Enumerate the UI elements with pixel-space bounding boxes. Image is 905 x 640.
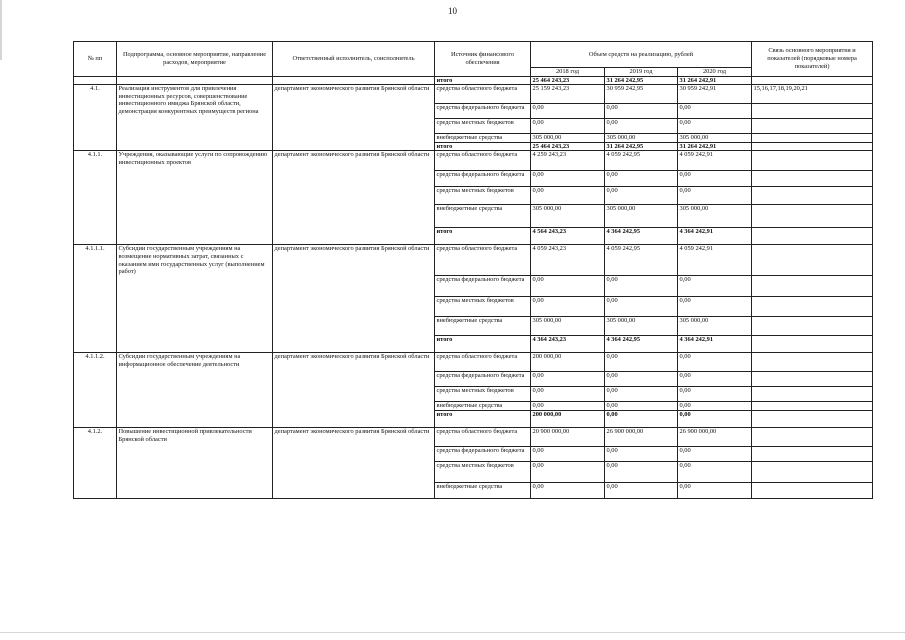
funding-row: [74, 85, 873, 104]
funding-source: средства областного бюджета: [435, 151, 531, 171]
amount-2018: 0,00: [531, 446, 605, 461]
grand-total-link-cell: [752, 76, 873, 85]
section-executor: департамент экономического развития Брянской области: [273, 427, 435, 498]
funding-source: средства областного бюджета: [435, 85, 531, 104]
funding-source: средства федерального бюджета: [435, 446, 531, 461]
amount-2020: 0,00: [678, 171, 752, 187]
amount-2019: 305 000,00: [605, 205, 678, 228]
funding-row: [74, 245, 873, 276]
amount-2018: 0,00: [531, 276, 605, 297]
grand-total-executor-cell: [273, 76, 435, 85]
funding-source: средства федерального бюджета: [435, 372, 531, 387]
grand-total-row: [74, 76, 873, 85]
amount-2020: 4 059 242,91: [678, 245, 752, 276]
header-link: Связь основного мероприятия и показателей (порядковые номера показателей): [752, 42, 873, 77]
section-number: 4.1.1.: [74, 151, 117, 245]
amount-2018: 305 000,00: [531, 134, 605, 143]
grand-total-2019: 31 264 242,95: [605, 76, 678, 85]
amount-2019: 0,00: [605, 297, 678, 317]
funding-source: средства областного бюджета: [435, 427, 531, 446]
header-year-2018: 2018 год: [531, 68, 605, 77]
header-year-2019: 2019 год: [605, 68, 678, 77]
amount-2018: 0,00: [531, 297, 605, 317]
grand-total-2018: 25 464 243,23: [531, 76, 605, 85]
amount-2019: 0,00: [605, 387, 678, 402]
amount-2018: 0,00: [531, 104, 605, 119]
amount-2018: 0,00: [531, 387, 605, 402]
section-name: Реализация инструментов для привлечения инвестиционных ресурсов, совершенствование инвестиционного имиджа Брянской области, демонстрация конкурентных преимуществ региона: [117, 85, 273, 151]
funding-source: средства федерального бюджета: [435, 171, 531, 187]
amount-2018: 200 000,00: [531, 410, 605, 427]
budget-table: [73, 41, 873, 499]
amount-2018: 0,00: [531, 461, 605, 482]
amount-2020: 0,00: [678, 372, 752, 387]
amount-2019: 4 364 242,95: [605, 336, 678, 353]
funding-source: итого: [435, 228, 531, 245]
funding-source: средства федерального бюджета: [435, 276, 531, 297]
amount-2019: 0,00: [605, 353, 678, 372]
amount-2019: 0,00: [605, 402, 678, 411]
indicator-link: [752, 353, 873, 372]
amount-2019: 305 000,00: [605, 317, 678, 336]
indicator-link-empty: [752, 276, 873, 297]
funding-source: средства областного бюджета: [435, 353, 531, 372]
grand-total-2020: 31 264 242,91: [678, 76, 752, 85]
indicator-link-empty: [752, 317, 873, 336]
funding-source: средства местных бюджетов: [435, 187, 531, 205]
section-name: Повышение инвестиционной привлекательности Брянской области: [117, 427, 273, 498]
amount-2020: 0,00: [678, 187, 752, 205]
section-executor: департамент экономического развития Брянской области: [273, 151, 435, 245]
funding-source: средства местных бюджетов: [435, 387, 531, 402]
amount-2020: 4 364 242,91: [678, 336, 752, 353]
amount-2020: 305 000,00: [678, 205, 752, 228]
amount-2018: 0,00: [531, 119, 605, 134]
amount-2019: 26 900 000,00: [605, 427, 678, 446]
header-volume: Объем средств на реализацию, рублей: [531, 42, 752, 68]
amount-2018: 4 564 243,23: [531, 228, 605, 245]
amount-2020: 0,00: [678, 461, 752, 482]
indicator-link-empty: [752, 372, 873, 387]
indicator-link-empty: [752, 387, 873, 402]
section-executor: департамент экономического развития Брянской области: [273, 85, 435, 151]
amount-2019: 4 364 242,95: [605, 228, 678, 245]
indicator-link-empty: [752, 171, 873, 187]
funding-source: внебюджетные средства: [435, 134, 531, 143]
section-name: Субсидии государственным учреждениям на возмещение нормативных затрат, связанных с оказанием ими государственных услуг (выполнением работ): [117, 245, 273, 353]
amount-2018: 0,00: [531, 402, 605, 411]
amount-2018: 4 259 243,23: [531, 151, 605, 171]
amount-2019: 31 264 242,95: [605, 142, 678, 151]
amount-2019: 0,00: [605, 410, 678, 427]
page-number: 10: [448, 6, 457, 16]
amount-2019: 0,00: [605, 461, 678, 482]
amount-2019: 0,00: [605, 171, 678, 187]
section-number: 4.1.: [74, 85, 117, 151]
indicator-link-empty: [752, 446, 873, 461]
amount-2020: 0,00: [678, 446, 752, 461]
indicator-link-empty: [752, 402, 873, 411]
header-subprogram: Подпрограмма, основное мероприятие, направление расходов, мероприятие: [117, 42, 273, 77]
indicator-link-empty: [752, 410, 873, 427]
amount-2020: 4 059 242,91: [678, 151, 752, 171]
amount-2018: 0,00: [531, 171, 605, 187]
amount-2020: 0,00: [678, 387, 752, 402]
indicator-link: 15,16,17,18,19,20,21: [752, 85, 873, 104]
amount-2019: 0,00: [605, 104, 678, 119]
amount-2020: 0,00: [678, 119, 752, 134]
amount-2020: 26 900 000,00: [678, 427, 752, 446]
section-executor: департамент экономического развития Брянской области: [273, 353, 435, 428]
indicator-link-empty: [752, 187, 873, 205]
amount-2020: 0,00: [678, 410, 752, 427]
indicator-link: [752, 151, 873, 171]
indicator-link-empty: [752, 104, 873, 119]
section-name: Субсидии государственным учреждениям на информационное обеспечение деятельности: [117, 353, 273, 428]
funding-source: итого: [435, 142, 531, 151]
amount-2018: 305 000,00: [531, 317, 605, 336]
amount-2018: 0,00: [531, 482, 605, 498]
amount-2019: 0,00: [605, 276, 678, 297]
section-number: 4.1.2.: [74, 427, 117, 498]
amount-2020: 0,00: [678, 104, 752, 119]
section-executor: департамент экономического развития Брянской области: [273, 245, 435, 353]
indicator-link: [752, 245, 873, 276]
indicator-link-empty: [752, 119, 873, 134]
indicator-link-empty: [752, 336, 873, 353]
amount-2020: 0,00: [678, 353, 752, 372]
amount-2020: 305 000,00: [678, 317, 752, 336]
amount-2018: 305 000,00: [531, 205, 605, 228]
amount-2020: 30 959 242,91: [678, 85, 752, 104]
amount-2020: 0,00: [678, 297, 752, 317]
indicator-link-empty: [752, 134, 873, 143]
funding-source: средства местных бюджетов: [435, 119, 531, 134]
amount-2019: 0,00: [605, 482, 678, 498]
indicator-link-empty: [752, 142, 873, 151]
funding-source: итого: [435, 410, 531, 427]
amount-2018: 200 000,00: [531, 353, 605, 372]
table-header: [74, 42, 873, 77]
indicator-link-empty: [752, 297, 873, 317]
table-body: [74, 76, 873, 498]
funding-source: средства местных бюджетов: [435, 297, 531, 317]
amount-2020: 31 264 242,91: [678, 142, 752, 151]
amount-2019: 4 059 242,95: [605, 245, 678, 276]
grand-total-num-cell: [74, 76, 117, 85]
section-number: 4.1.1.2.: [74, 353, 117, 428]
funding-source: итого: [435, 336, 531, 353]
header-year-2020: 2020 год: [678, 68, 752, 77]
amount-2020: 0,00: [678, 402, 752, 411]
funding-source: средства областного бюджета: [435, 245, 531, 276]
amount-2020: 0,00: [678, 482, 752, 498]
amount-2019: 0,00: [605, 119, 678, 134]
amount-2020: 4 364 242,91: [678, 228, 752, 245]
funding-source: внебюджетные средства: [435, 317, 531, 336]
section-name: Учреждения, оказывающие услуги по сопровождению инвестиционных проектов: [117, 151, 273, 245]
scan-edge-bottom: [0, 632, 905, 633]
amount-2018: 0,00: [531, 187, 605, 205]
grand-total-label: итого: [435, 76, 531, 85]
amount-2019: 305 000,00: [605, 134, 678, 143]
indicator-link-empty: [752, 228, 873, 245]
funding-source: средства местных бюджетов: [435, 461, 531, 482]
funding-source: средства федерального бюджета: [435, 104, 531, 119]
funding-row: [74, 151, 873, 171]
amount-2020: 0,00: [678, 276, 752, 297]
indicator-link-empty: [752, 482, 873, 498]
grand-total-name-cell: [117, 76, 273, 85]
funding-source: внебюджетные средства: [435, 205, 531, 228]
amount-2018: 0,00: [531, 372, 605, 387]
funding-row: [74, 427, 873, 446]
amount-2018: 25 464 243,23: [531, 142, 605, 151]
amount-2018: 4 059 243,23: [531, 245, 605, 276]
amount-2018: 4 364 243,23: [531, 336, 605, 353]
amount-2019: 0,00: [605, 372, 678, 387]
header-source: Источник финансового обеспечения: [435, 42, 531, 77]
amount-2018: 25 159 243,23: [531, 85, 605, 104]
section-number: 4.1.1.1.: [74, 245, 117, 353]
funding-row: [74, 353, 873, 372]
indicator-link-empty: [752, 205, 873, 228]
header-executor: Ответственный исполнитель, соисполнитель: [273, 42, 435, 77]
indicator-link: [752, 427, 873, 446]
amount-2019: 30 959 242,95: [605, 85, 678, 104]
amount-2020: 305 000,00: [678, 134, 752, 143]
amount-2019: 0,00: [605, 446, 678, 461]
amount-2019: 0,00: [605, 187, 678, 205]
header-num: № пп: [74, 42, 117, 77]
indicator-link-empty: [752, 461, 873, 482]
funding-source: внебюджетные средства: [435, 402, 531, 411]
funding-source: внебюджетные средства: [435, 482, 531, 498]
amount-2018: 20 900 000,00: [531, 427, 605, 446]
amount-2019: 4 059 242,95: [605, 151, 678, 171]
